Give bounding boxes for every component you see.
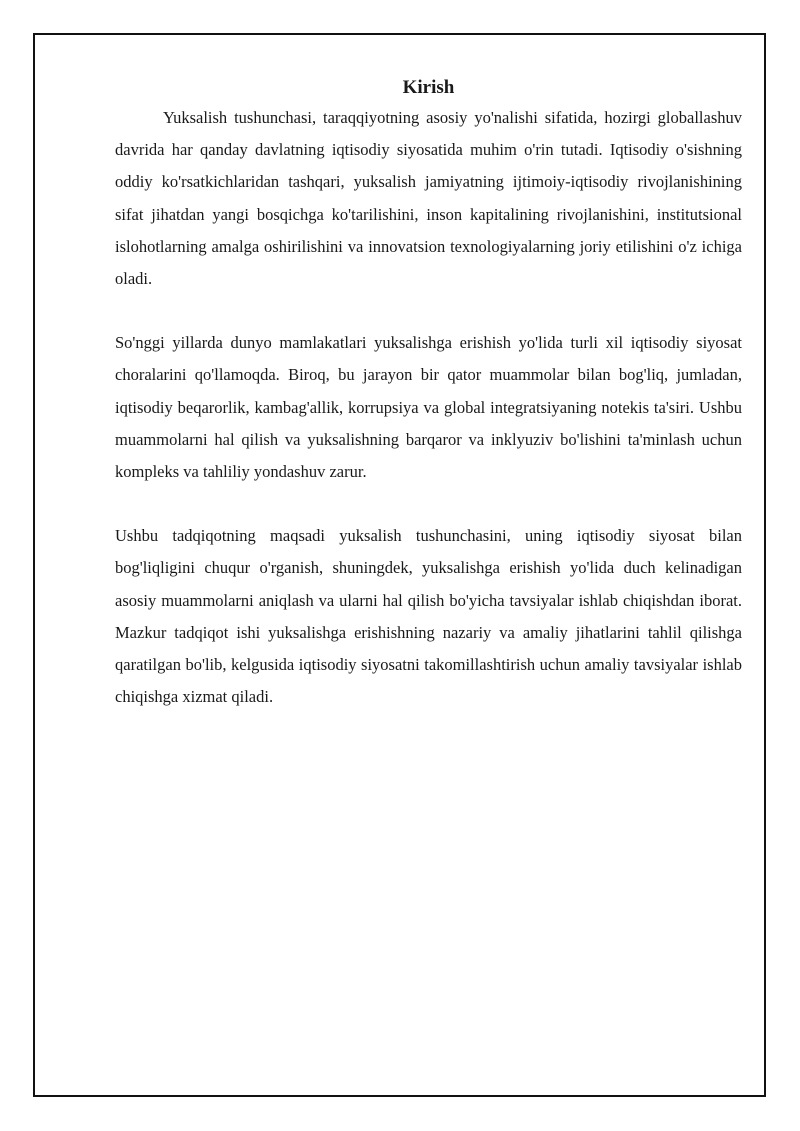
- paragraph-1: Yuksalish tushunchasi, taraqqiyotning asosiy yo'nalishi sifatida, hozirgi globallashuv davrida har qanday davlatning iqtisodiy siyosatida muhim o'rin tutadi. Iqtisodiy o'sishning oddiy ko'rsatkichlaridan tashqari, yuksalish jamiyatning ijtimoiy-iqtisodiy rivojlanishining sifat jihatdan yangi bosqichga ko'tarilishini, inson kapitalining rivojlanishini, institutsional islohotlarning amalga oshirilishini va innovatsion texnologiyalarning joriy etilishini o'z ichiga oladi.: [115, 108, 742, 289]
- paragraph-spacer: [115, 488, 742, 520]
- page-title: Kirish: [402, 77, 455, 98]
- paragraph-2: So'nggi yillarda dunyo mamlakatlari yuksalishga erishish yo'lida turli xil iqtisodiy siyosat choralarini qo'llamoqda. Biroq, bu jarayon bir qator muammolar bilan bog'liq, jumladan, iqtisodiy beqarorlik, kambag'allik, korrupsiya va global integratsiyaning notekis ta'siri. Ushbu muammolarni hal qilish va yuksalishning barqaror va inklyuziv bo'lishini ta'minlash uchun kompleks va tahliliy yondashuv zarur.: [115, 333, 742, 482]
- paragraph-3: Ushbu tadqiqotning maqsadi yuksalish tushunchasini, uning iqtisodiy siyosat bilan bog'liqligini chuqur o'rganish, shuningdek, yuksalishga erishish yo'lida duch kelinadigan asosiy muammolarni aniqlash va ularni hal qilish bo'yicha tavsiyalar ishlab chiqishdan iborat. Mazkur tadqiqot ishi yuksalishga erishishning nazariy va amaliy jihatlarini tahlil qilishga qaratilgan bo'lib, kelgusida iqtisodiy siyosatni takomillashtirish uchun amaliy tavsiyalar ishlab chiqishga xizmat qiladi.: [115, 526, 742, 707]
- document-body: [115, 74, 742, 713]
- paragraph-spacer: [115, 295, 742, 327]
